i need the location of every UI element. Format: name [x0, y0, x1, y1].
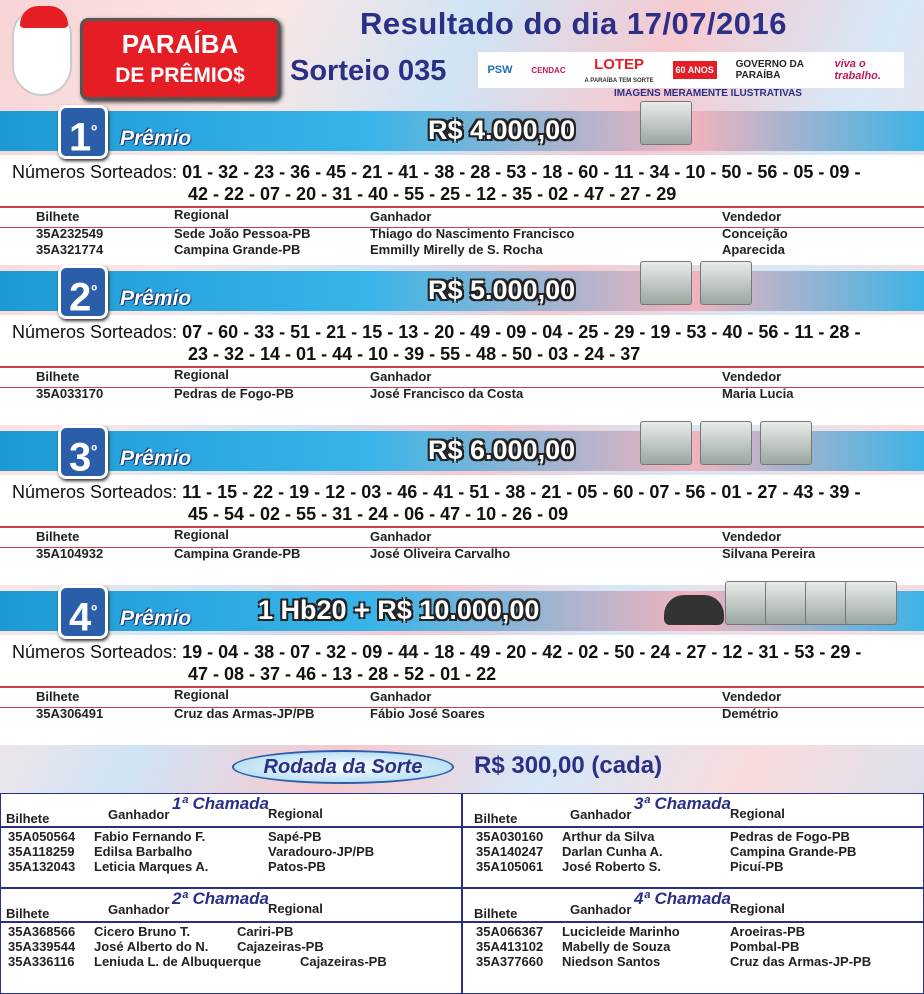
drawn-numbers-line2: 23 - 32 - 14 - 01 - 44 - 10 - 39 - 55 - 48 - 50 - 03 - 24 - 37	[188, 344, 641, 364]
chamada-ganhador: Leniuda L. de Albuquerque	[94, 954, 262, 969]
chamada-ganhador: Fabio Fernando F.	[94, 829, 206, 844]
divider	[0, 686, 924, 688]
money-stack-image	[700, 421, 752, 465]
divider	[462, 826, 924, 828]
winner-vendedor: Demétrio	[722, 706, 779, 721]
divider	[0, 366, 924, 368]
winner-ganhador: Thiago do Nascimento Francisco	[370, 226, 575, 241]
column-header-bilhete: Bilhete	[474, 811, 518, 826]
divider	[0, 526, 924, 528]
chamada-regional: Aroeiras-PB	[730, 924, 806, 939]
sponsor-logos	[478, 52, 904, 88]
chamada-ganhador: José Roberto S.	[562, 859, 661, 874]
lotep-logo: LOTEP A PARAÍBA TEM SORTE	[584, 55, 654, 84]
money-stack-image	[700, 261, 752, 305]
column-header-bilhete: Bilhete	[36, 369, 80, 384]
winner-bilhete: 35A232549	[36, 226, 104, 241]
chamada-regional: Sapé-PB	[268, 829, 322, 844]
car-image	[664, 595, 724, 625]
prize-rank-badge: $3^º$	[58, 425, 108, 479]
chamada-ganhador: Arthur da Silva	[562, 829, 655, 844]
chamada-ganhador: Lucicleide Marinho	[562, 924, 680, 939]
column-header-bilhete: Bilhete	[36, 689, 80, 704]
prize-label: Prêmio	[120, 287, 192, 310]
prize-rank-badge: $2^º$	[58, 265, 108, 319]
column-header-regional: Regional	[730, 806, 785, 821]
money-stack-image	[845, 581, 897, 625]
winner-vendedor: Aparecida	[722, 242, 785, 257]
chamada-regional: Varadouro-JP/PB	[268, 844, 375, 859]
winner-vendedor: Conceição	[722, 226, 788, 241]
drawn-numbers-line1: Números Sorteados: 07 - 60 - 33 - 51 - 21 - 15 - 13 - 20 - 49 - 09 - 04 - 25 - 29 - 19 - 53 - 40 - 56 - 11 - 28 -	[12, 322, 861, 342]
column-header-vendedor: Vendedor	[722, 689, 782, 704]
winner-bilhete: 35A104932	[36, 546, 104, 561]
brand-logo	[80, 18, 280, 100]
column-header-regional: Regional	[268, 901, 323, 916]
column-header-regional: Regional	[174, 207, 229, 222]
mascot-image	[12, 6, 72, 96]
drawn-numbers-line2: 45 - 54 - 02 - 55 - 31 - 24 - 06 - 47 - 10 - 26 - 09	[188, 504, 569, 524]
chamada-regional: Cariri-PB	[237, 924, 294, 939]
drawn-numbers-line1: Números Sorteados: 11 - 15 - 22 - 19 - 12 - 03 - 46 - 41 - 51 - 38 - 21 - 05 - 60 - 07 - 56 - 01 - 27 - 43 - 39 -	[12, 482, 861, 502]
prize-rank-badge: $4^º$	[58, 585, 108, 639]
chamada-regional: Pedras de Fogo-PB	[730, 829, 850, 844]
prize-label: Prêmio	[120, 127, 192, 150]
rodada-amount: R$ 300,00 (cada)	[474, 752, 663, 779]
chamada-ganhador: José Alberto do N.	[94, 939, 209, 954]
winner-ganhador: Fábio José Soares	[370, 706, 485, 721]
column-header-regional: Regional	[174, 367, 229, 382]
prize-label: Prêmio	[120, 607, 192, 630]
drawn-numbers-line2: 42 - 22 - 07 - 20 - 31 - 40 - 55 - 25 - 12 - 35 - 02 - 47 - 27 - 29	[188, 184, 677, 204]
disclaimer: IMAGENS MERAMENTE ILUSTRATIVAS	[614, 88, 802, 99]
column-header-regional: Regional	[174, 527, 229, 542]
money-stack-image	[640, 261, 692, 305]
divider	[0, 921, 462, 923]
winner-ganhador: José Francisco da Costa	[370, 386, 524, 401]
winner-regional: Campina Grande-PB	[174, 546, 301, 561]
chamada-ganhador: Mabelly de Souza	[562, 939, 671, 954]
chamada-bilhete: 35A339544	[8, 939, 76, 954]
divider	[0, 206, 924, 208]
divider	[462, 921, 924, 923]
psw-logo: PSW	[487, 64, 513, 76]
column-header-ganhador: Ganhador	[570, 902, 632, 917]
prize-rank-badge: $1^º$	[58, 105, 108, 159]
chamada-bilhete: 35A118259	[8, 844, 75, 859]
chamada-ganhador: Cicero Bruno T.	[94, 924, 191, 939]
column-header-bilhete: Bilhete	[6, 906, 50, 921]
governo-logo: GOVERNO DA PARAÍBA	[735, 59, 804, 81]
chamada-title: 2ª Chamada	[172, 889, 269, 908]
rodada-da-sorte-logo: Rodada da Sorte	[232, 750, 454, 784]
column-header-regional: Regional	[174, 687, 229, 702]
drawn-numbers-line1: Números Sorteados: 19 - 04 - 38 - 07 - 32 - 09 - 44 - 18 - 49 - 20 - 42 - 02 - 50 - 24 - 27 - 12 - 31 - 53 - 29 -	[12, 642, 862, 662]
money-stack-image	[640, 421, 692, 465]
winner-ganhador: Emmilly Mirelly de S. Rocha	[370, 242, 543, 257]
chamada-bilhete: 35A132043	[8, 859, 76, 874]
winner-vendedor: Silvana Pereira	[722, 546, 816, 561]
brand-line1: PARAÍBA	[121, 29, 239, 59]
winner-regional: Campina Grande-PB	[174, 242, 301, 257]
60-anos-logo: 60 ANOS	[673, 61, 717, 79]
column-header-vendedor: Vendedor	[722, 529, 782, 544]
chamada-regional: Campina Grande-PB	[730, 844, 857, 859]
money-stack-image	[640, 101, 692, 145]
page-title: Resultado do dia 17/07/2016	[360, 6, 788, 41]
chamada-bilhete: 35A030160	[476, 829, 544, 844]
chamada-bilhete: 35A336116	[8, 954, 75, 969]
chamada-bilhete: 35A377660	[476, 954, 544, 969]
money-stack-image	[760, 421, 812, 465]
chamada-title: 1ª Chamada	[172, 794, 269, 813]
divider	[0, 826, 462, 828]
column-header-bilhete: Bilhete	[36, 209, 80, 224]
winner-vendedor: Maria Lucia	[722, 386, 794, 401]
drawn-numbers-line1: Números Sorteados: 01 - 32 - 23 - 36 - 45 - 21 - 41 - 38 - 28 - 53 - 18 - 60 - 11 - 34 - 10 - 50 - 56 - 05 - 09 -	[12, 162, 861, 182]
winner-regional: Cruz das Armas-JP/PB	[174, 706, 315, 721]
column-header-regional: Regional	[268, 806, 323, 821]
column-header-ganhador: Ganhador	[108, 902, 170, 917]
chamada-regional: Cajazeiras-PB	[300, 954, 387, 969]
prize-amount: 1 Hb20 + R$ 10.000,00	[258, 595, 540, 625]
chamada-ganhador: Edilsa Barbalho	[94, 844, 193, 859]
column-header-bilhete: Bilhete	[6, 811, 50, 826]
column-header-vendedor: Vendedor	[722, 209, 782, 224]
cendac-logo: CENDAC	[531, 65, 566, 75]
drawn-numbers-line2: 47 - 08 - 37 - 46 - 13 - 28 - 52 - 01 - 22	[188, 664, 497, 684]
column-header-bilhete: Bilhete	[474, 906, 518, 921]
viva-logo: viva o trabalho.	[834, 58, 881, 82]
column-header-ganhador: Ganhador	[370, 689, 432, 704]
chamada-regional: Patos-PB	[268, 859, 326, 874]
chamada-title: 4ª Chamada	[634, 889, 731, 908]
prize-amount: R$ 5.000,00	[428, 275, 576, 305]
winner-bilhete: 35A321774	[36, 242, 104, 257]
chamada-ganhador: Leticia Marques A.	[94, 859, 209, 874]
winner-regional: Pedras de Fogo-PB	[174, 386, 294, 401]
chamada-regional: Picuí-PB	[730, 859, 784, 874]
prize-amount: R$ 4.000,00	[428, 115, 576, 145]
chamada-bilhete: 35A050564	[8, 829, 76, 844]
chamada-regional: Cruz das Armas-JP-PB	[730, 954, 872, 969]
prize-label: Prêmio	[120, 447, 192, 470]
chamada-bilhete: 35A105061	[476, 859, 544, 874]
winner-ganhador: José Oliveira Carvalho	[370, 546, 511, 561]
column-header-ganhador: Ganhador	[370, 369, 432, 384]
winner-bilhete: 35A033170	[36, 386, 104, 401]
column-header-ganhador: Ganhador	[370, 209, 432, 224]
chamada-regional: Cajazeiras-PB	[237, 939, 324, 954]
column-header-bilhete: Bilhete	[36, 529, 80, 544]
draw-number: Sorteio 035	[290, 55, 447, 87]
chamada-ganhador: Niedson Santos	[562, 954, 661, 969]
winner-bilhete: 35A306491	[36, 706, 104, 721]
column-header-ganhador: Ganhador	[570, 807, 632, 822]
winner-regional: Sede João Pessoa-PB	[174, 226, 311, 241]
chamada-ganhador: Darlan Cunha A.	[562, 844, 663, 859]
column-header-ganhador: Ganhador	[108, 807, 170, 822]
chamada-bilhete: 35A066367	[476, 924, 544, 939]
chamada-bilhete: 35A413102	[476, 939, 544, 954]
chamada-regional: Pombal-PB	[730, 939, 800, 954]
brand-line2: DE PRÊMIO$	[115, 64, 245, 87]
column-header-ganhador: Ganhador	[370, 529, 432, 544]
chamada-bilhete: 35A140247	[476, 844, 544, 859]
prize-amount: R$ 6.000,00	[428, 435, 576, 465]
chamada-title: 3ª Chamada	[634, 794, 731, 813]
column-header-vendedor: Vendedor	[722, 369, 782, 384]
chamada-bilhete: 35A368566	[8, 924, 76, 939]
column-header-regional: Regional	[730, 901, 785, 916]
